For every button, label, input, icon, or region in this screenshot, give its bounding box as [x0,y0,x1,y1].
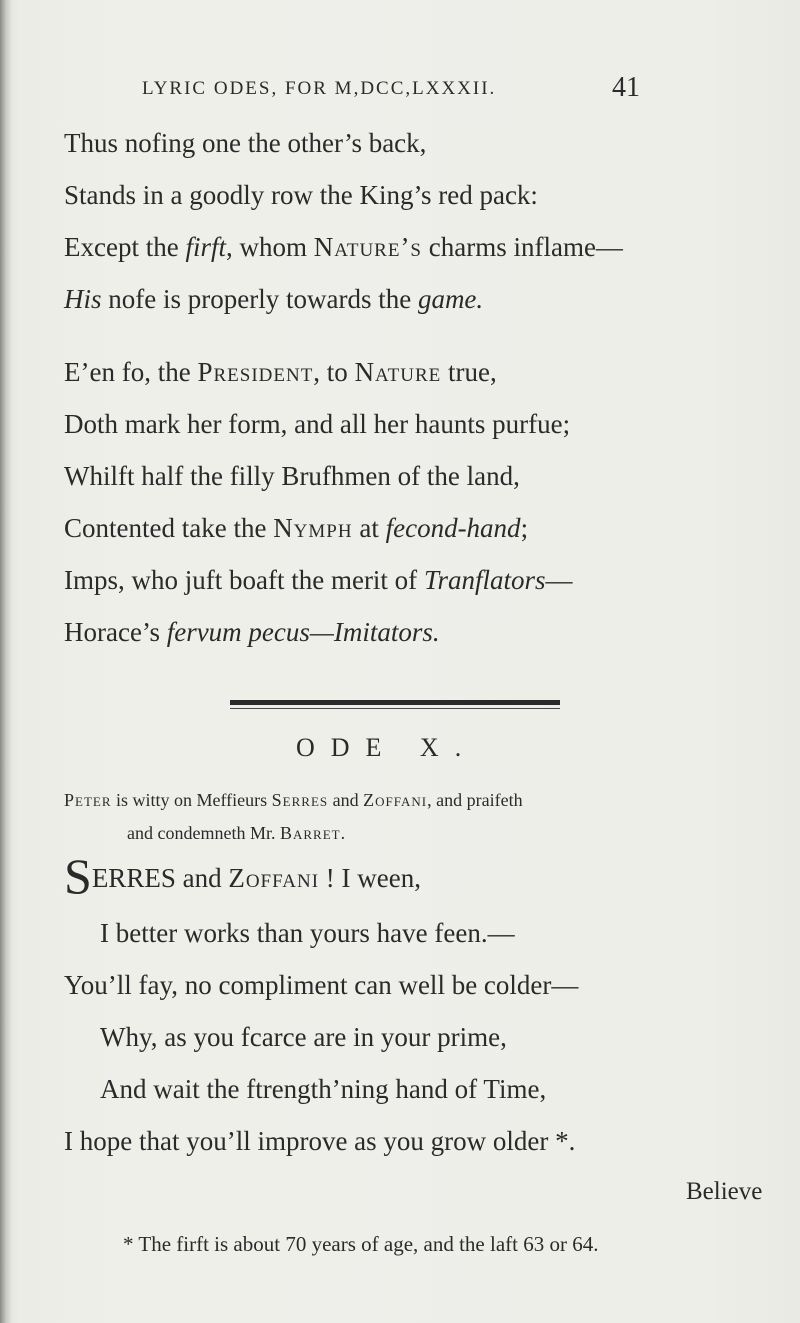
verse-line [64,357,497,388]
page-spine-shadow [0,0,12,1323]
argument-line-1 [64,790,523,811]
italic-run: fervum pecus—Imitators. [166,617,440,647]
verse-line: Thus nofing one the other’s back, [64,128,427,158]
running-head: LYRIC ODES, FOR M,DCC,LXXXII. [142,78,497,99]
small-caps-run: Serres [271,790,329,810]
footnote: * The firft is about 70 years of age, and the laft 63 or 64. [123,1232,599,1256]
verse-line: Doth mark her form, and all her haunts purfue; [64,409,571,439]
drop-cap: S [64,848,92,904]
verse-line [64,284,483,315]
small-caps-run: Barret [279,823,341,843]
verse-line: I hope that you’ll improve as you grow older *. [64,1126,576,1156]
text-run: , whom [225,232,314,262]
text-run: — [545,565,573,595]
rule-thin [230,708,560,709]
verse-line [64,848,421,904]
catch-word: Believe [686,1178,763,1205]
verse-line [64,565,573,596]
text-run: Imps, who juft boaft the merit of [64,565,424,595]
text-run: is witty on Meffieurs [111,790,272,810]
verse-line: Why, as you fcarce are in your prime, [100,1022,507,1052]
small-caps-run: Peter [64,790,112,810]
small-caps-run: Zoffani [228,863,320,893]
verse-line [64,513,528,544]
rule-thick [230,700,560,705]
small-caps-run: President [197,357,314,387]
page-header [0,72,800,110]
ode-title: ODE X. [296,733,478,762]
verse-line: I better works than yours have feen.— [100,918,515,948]
text-run: at [352,513,386,543]
text-run: ! I ween, [319,863,421,893]
text-run: charms inflame— [422,232,623,262]
italic-run: firft [185,232,226,262]
text-run: true, [441,357,497,387]
text-run: and [328,790,364,810]
text-run: , to [313,357,355,387]
text-run: ; [520,513,529,543]
text-run: . [340,823,346,843]
text-run: Horace’s [64,617,167,647]
verse-line [64,617,440,648]
verse-line: Stands in a goodly row the King’s red pack: [64,180,538,210]
text-run: and condemneth Mr. [127,823,280,843]
small-caps-run: Nymph [273,513,353,543]
text-run: E’en fo, the [64,357,198,387]
small-caps-run: Nature’s [313,232,422,262]
small-caps-run: Zoffani [363,790,428,810]
text-run: Except the [64,232,186,262]
argument-line-2 [127,823,345,844]
page-number: 41 [612,72,640,103]
italic-run: game. [417,284,484,314]
verse-line [64,232,623,263]
verse-line: You’ll fay, no compliment can well be colder— [64,970,579,1000]
small-caps-run: Nature [354,357,442,387]
text-run: ERRES and [91,863,229,893]
text-run: , and praifeth [427,790,523,810]
text-run: Contented take the [64,513,274,543]
italic-run: Tranflators [423,565,546,595]
italic-run: fecond-hand [385,513,521,543]
verse-line: Whilft half the filly Brufhmen of the land, [64,461,520,491]
italic-run: His [64,284,102,314]
verse-line: And wait the ftrength’ning hand of Time, [100,1074,547,1104]
text-run: nofe is properly towards the [101,284,418,314]
